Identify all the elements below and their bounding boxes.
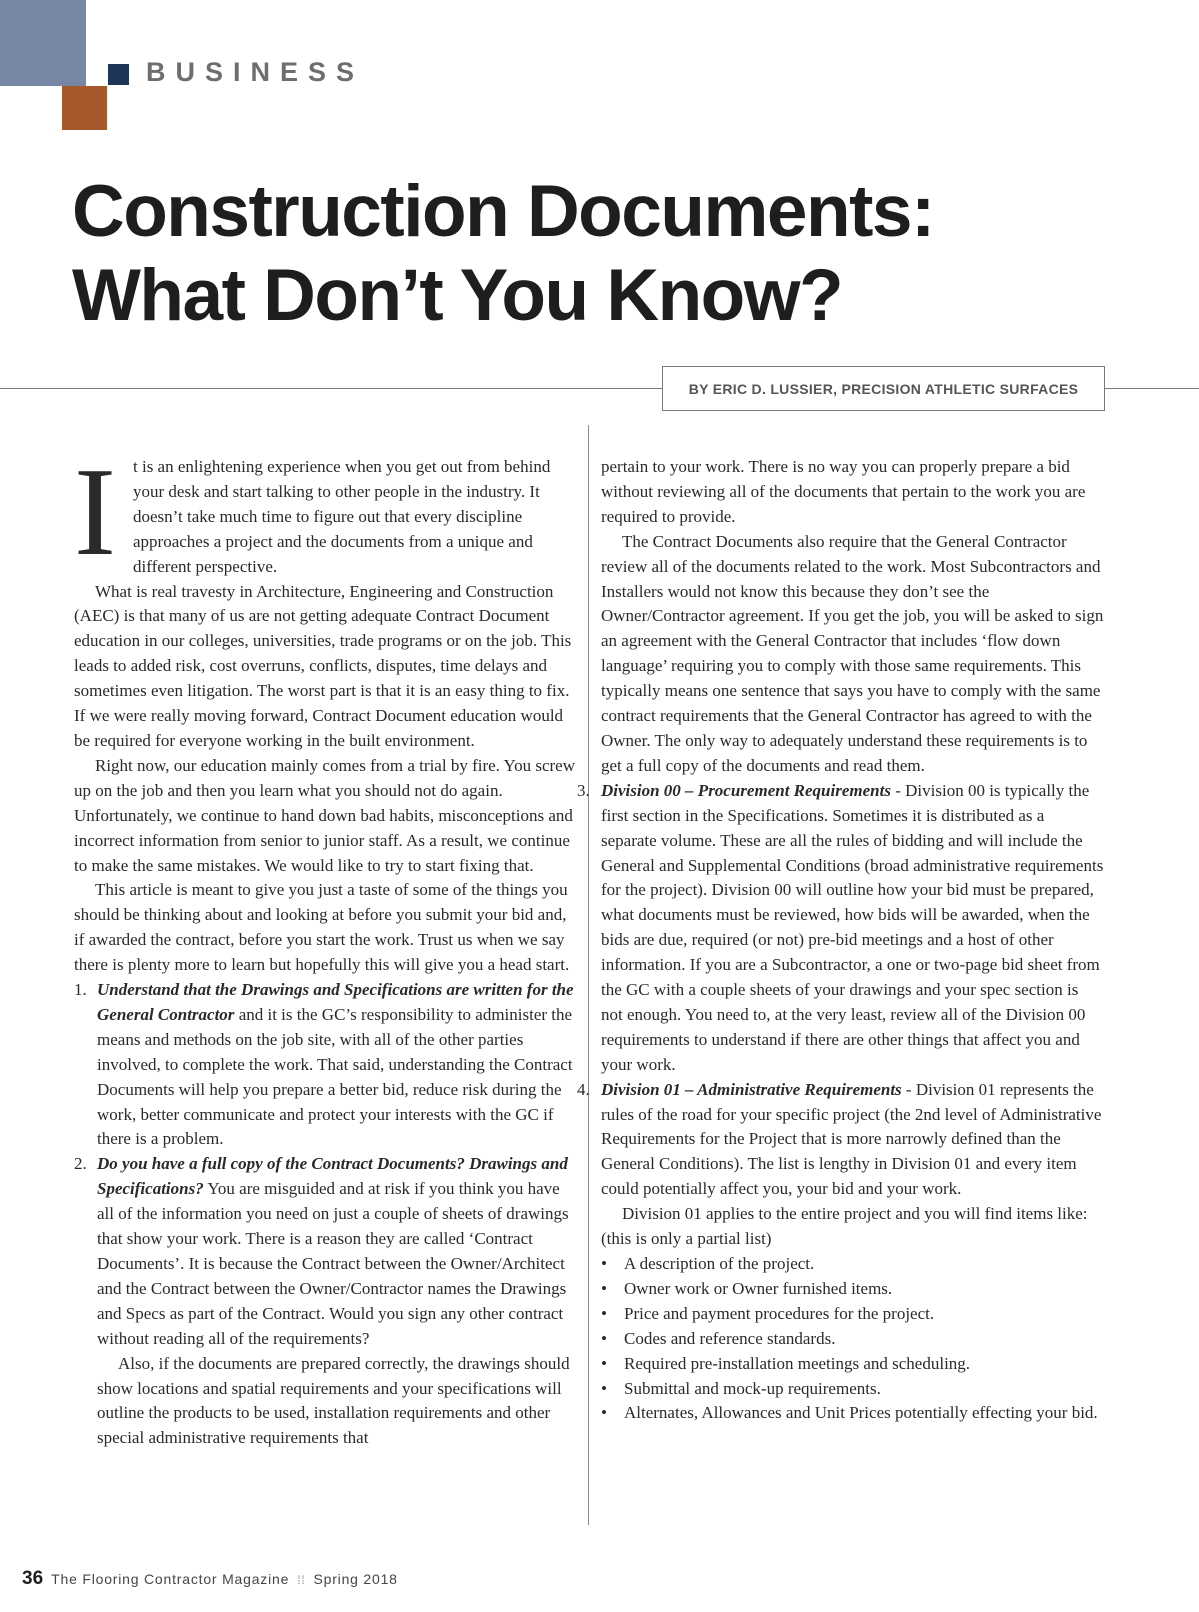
item-lead: Division 01 – Administrative Requirements (601, 1079, 902, 1099)
numbered-item-2 (74, 1152, 578, 1351)
item-text: You are misguided and at risk if you think you have all of the information you need on just a couple of sheets of drawings that show your work. There is a reason they are called ‘Contract Documents’. It is because the Contract between the Owner/Architect and the Contract between the Owner/Contractor names the Drawings and Specs as part of the Contract. Would you sign any other contract without reading all of the requirements? (97, 1179, 569, 1348)
item-lead: Division 00 – Procurement Requirements (601, 780, 891, 800)
paragraph: pertain to your work. There is no way you can properly prepare a bid without reviewing all of the documents that pertain to the work you are required to provide. (601, 457, 1086, 526)
item-lead: Understand that the Drawings and Specifications are written for the General Contractor (97, 980, 574, 1024)
item-2-continuation: Also, if the documents are prepared correctly, the drawings should show locations and spatial requirements and your specifications will outline the products to be used, installation requirements and other special administrative requirements that (97, 1353, 570, 1448)
item-number: 1. (74, 980, 87, 1000)
page-number: 36 (22, 1568, 44, 1589)
section-label: BUSINESS (146, 57, 365, 87)
division-01-list (601, 1252, 1104, 1426)
list-item: • Price and payment procedures for the project. (601, 1302, 1104, 1327)
byline: BY ERIC D. LUSSIER, PRECISION ATHLETIC SURFACES (688, 380, 1079, 397)
item-number: 2. (74, 1154, 87, 1174)
list-item: • Required pre-installation meetings and scheduling. (601, 1352, 1104, 1377)
list-item: • A description of the project. (601, 1252, 1104, 1277)
item-text: - Division 01 represents the rules of the road for your specific project (the 2nd level of Administrative Requirements for the Project that is more narrowly defined than the General Conditions). The list is lengthy in Division 01 and every item could potentially affect you, your bid and your work. (601, 1079, 1102, 1199)
list-item: • Codes and reference standards. (601, 1327, 1104, 1352)
title-line-2: What Don’t You Know? (72, 255, 843, 336)
title-line-1: Construction Documents: (72, 171, 934, 252)
list-item: • Owner work or Owner furnished items. (601, 1277, 1104, 1302)
section-marker-square (108, 64, 129, 85)
decorative-slate-square (0, 0, 86, 86)
numbered-item-3 (577, 779, 1104, 1078)
paragraph: This article is meant to give you just a taste of some of the things you should be thinking about and looking at before you submit your bid and, if awarded the contract, before you start the work. Trust us when we say there is plenty more to learn but hopefully this will give you a head start. (74, 880, 570, 975)
page-footer (22, 1568, 398, 1590)
publication-name: The Flooring Contractor Magazine (51, 1571, 290, 1587)
decorative-rust-square (62, 86, 107, 130)
paragraph: The Contract Documents also require that the General Contractor review all of the documents related to the work. Most Subcontractors and Installers would not know this because they don’t see the Owner/Contractor agreement. If you get the job, you will be asked to sign an agreement with the General Contractor that includes ‘flow down language’ requiring you to comply with those same requirements. This typically means one sentence that says you have to comply with the same contract requirements that the General Contractor has agreed to with the Owner. The only way to adequately understand these requirements is to get a full copy of the documents and read them. (601, 531, 1104, 775)
intro-paragraph (74, 443, 578, 582)
issue-date: Spring 2018 (313, 1571, 398, 1587)
numbered-item-1 (74, 978, 578, 1152)
paragraph: Division 01 applies to the entire project and you will find items like: (this is only a partial list) (601, 1204, 1088, 1249)
numbered-item-4 (577, 1078, 1104, 1203)
list-item: • Alternates, Allowances and Unit Prices potentially effecting your bid. (601, 1401, 1104, 1426)
item-lead: Do you have a full copy of the Contract Documents? Drawings and Specifications? (97, 1154, 568, 1199)
list-item: • Submittal and mock-up requirements. (601, 1377, 1104, 1402)
right-column (577, 455, 1104, 1426)
paragraph: Right now, our education mainly comes from a trial by fire. You screw up on the job and then you learn what you should not do again. Unfortunately, we continue to hand down bad habits, misconceptions and incorrect information from senior to junior staff. As a result, we continue to make the same mistakes. We would like to try to start fixing that. (74, 755, 575, 875)
footer-separator: ⁞⁞ (297, 1573, 306, 1587)
article-title (72, 170, 934, 338)
intro-text: t is an enlightening experience when you get out from behind your desk and start talking to other people in the industry. It doesn’t take much time to figure out that every discipline approaches a project and the documents from a unique and different perspective. (133, 457, 551, 576)
item-text: - Division 00 is typically the first section in the Specifications. Sometimes it is distributed as a separate volume. These are all the rules of bidding and will include the General and Supplemental Conditions (broad administrative requirements for the project). Division 00 will outline how your bid must be prepared, what documents must be reviewed, how bids will be awarded, when the bids are due, required (or not) pre-bid meetings and a host of other information. If you are a Subcontractor, a one or two-page bid sheet from the GC with a couple sheets of your drawings and your spec section is not enough. You need to, at the very least, review all of the Division 00 requirements to understand if there are other things that affect you and your work. (601, 780, 1104, 1074)
item-number: 4. (577, 1079, 590, 1099)
left-column (74, 443, 578, 1451)
drop-cap: I (74, 443, 116, 582)
item-text: and it is the GC’s responsibility to administer the means and methods on the job site, with all of the other parties involved, to complete the work. That said, understanding the Contract Documents will help you prepare a better bid, reduce risk during the work, better communicate and protect your interests with the GC if there is a problem. (97, 1004, 573, 1149)
byline-box (662, 366, 1105, 411)
paragraph: What is real travesty in Architecture, Engineering and Construction (AEC) is that many of us are not getting adequate Contract Document education in our colleges, universities, trade programs or on the job. This leads to added risk, cost overruns, conflicts, disputes, time delays and sometimes even litigation. The worst part is that it is an easy thing to fix. If we were really moving forward, Contract Document education would be required for everyone working in the built environment. (74, 581, 572, 750)
item-number: 3. (577, 780, 590, 800)
